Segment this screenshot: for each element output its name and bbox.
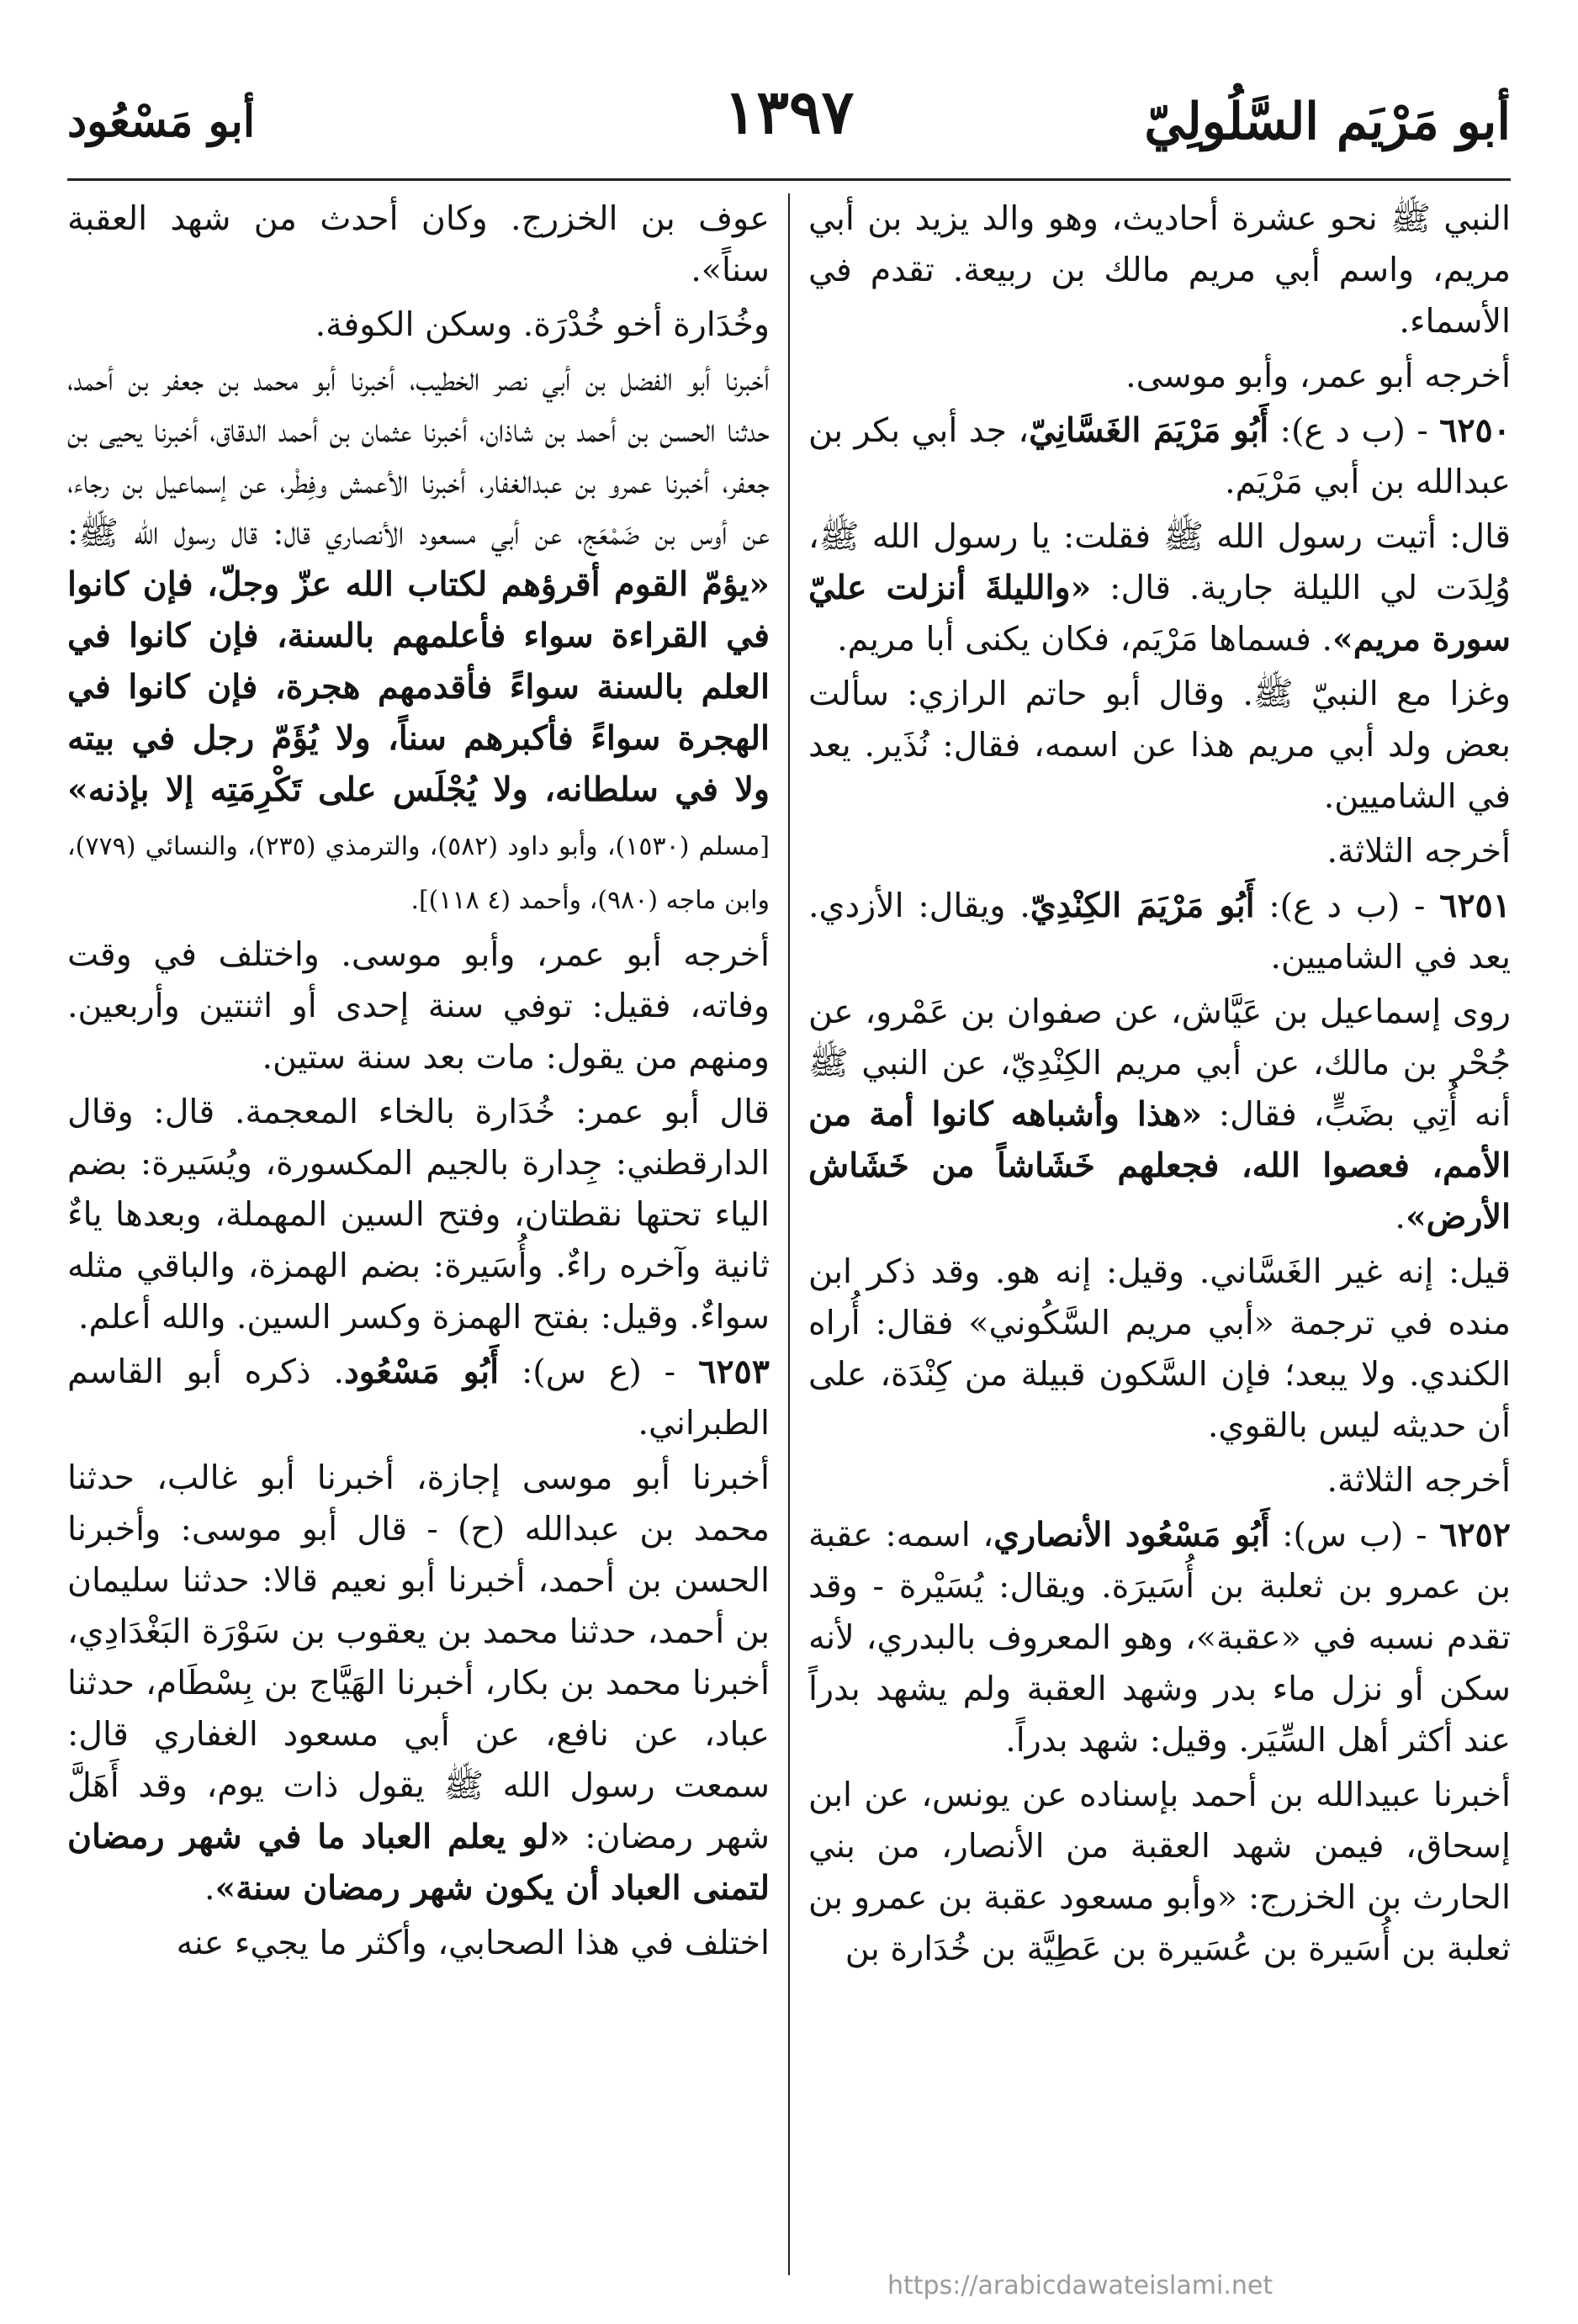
text: أخبرنا أبو موسى إجازة، أخبرنا أبو غالب، حدثنا محمد بن عبدالله (ح) - قال أبو موسى: وأخبرنا الحسن بن أحمد، أخبرنا أبو نعيم قالا: حدثنا سليمان بن أحمد، حدثنا محمد بن يعقوب بن سَوْرَة البَغْدَادِي، أخبرنا محمد بن بكار، أخبرنا الهَيَّاج بن بِسْطَام، حدثنا عباد، عن نافع، عن أبي مسعود الغفاري قال: سمعت رسول الله ﷺ يقول ذات يوم، وقد أَهَلَّ شهر رمضان: [67, 1458, 770, 1856]
text: . [1395, 1198, 1406, 1236]
hadith-text: «هذا وأشباهه كانوا أمة من الأمم، فعصوا الله، فجعلهم خَشَاشاً من خَشَاش الأرض» [808, 1095, 1511, 1236]
paragraph: أخرجه أبو عمر، وأبو موسى. [1125, 357, 1511, 395]
entry-number: ٦٢٥٠ [1439, 411, 1511, 450]
paragraph: قال أبو عمر: خُدَارة بالخاء المعجمة. قال: وقال الدارقطني: جِدارة بالجيم المكسورة، ويُسَيرة: بضم الياء تحتها نقطتان، وفتح السين المهملة، وبعدها ياءٌ ثانية وآخره راءٌ. وأُسَيرة: بضم الهمزة، والباقي مثله سواءٌ. وقيل: بفتح الهمزة وكسر السين. والله أعلم. [67, 1093, 770, 1337]
entry-number: ٦٢٥١ [1439, 887, 1511, 925]
entry-code: - (ب د ع): [1268, 411, 1440, 450]
entry-code: - (ع س): [499, 1353, 699, 1391]
entry-text: ، جد أبي بكر بن عبدالله بن أبي مَرْيَم. [808, 411, 1511, 501]
paragraph: أخرجه الثلاثة. [1326, 832, 1511, 871]
entry-name: أَبُو مَسْعُود الأنصاري [993, 1516, 1270, 1554]
entry-6250 [808, 405, 1511, 508]
page-number: ١٣٩٧ [723, 76, 855, 147]
paragraph: وغزا مع النبيّ ﷺ. وقال أبو حاتم الرازي: سألت بعض ولد أبي مريم هذا عن اسمه، فقال: نُذَير. يعد في الشاميين. [808, 675, 1511, 816]
left-column [67, 193, 770, 2271]
text: قال: أتيت رسول الله ﷺ فقلت: يا رسول الله ﷺ، وُلِدَت لي الليلة جارية. قال: [808, 517, 1511, 607]
paragraph [808, 511, 1511, 665]
right-column [808, 193, 1511, 2271]
paragraph: قيل: إنه غير الغَسَّاني. وقيل: إنه هو. وقد ذكر ابن منده في ترجمة «أبي مريم السَّكُوني» فقال: أُراه الكندي. ولا يبعد؛ فإن السَّكون قبيلة من كِنْدَة، على أن حديثه ليس بالقوي. [808, 1252, 1511, 1445]
entry-name: أَبُو مَرْيَمَ الغَسَّانِيّ [1029, 411, 1269, 450]
header-rule [67, 178, 1511, 181]
running-title-left: أبو مَسْعُود [67, 96, 256, 147]
page-header [67, 76, 1511, 168]
paragraph: اختلف في هذا الصحابي، وأكثر ما يجيء عنه [176, 1924, 770, 1962]
running-title-right: أبو مَرْيَم السَّلُولِيّ [1144, 93, 1511, 151]
text: أخبرنا أبو الفضل بن أبي نصر الخطيب، أخبرنا أبو محمد بن جعفر بن أحمد، حدثنا الحسن بن أحمد بن شاذان، أخبرنا عثمان بن أحمد الدقاق، أخبرنا يحيى بن جعفر، أخبرنا عمرو بن عبدالغفار، أخبرنا الأعمش وفِطْر، عن إسماعيل بن رجاء، عن أوس بن ضَمْعَج، عن أبي مسعود الأنصاري قال: قال رسول الله ﷺ: [67, 360, 770, 553]
paragraph: عوف بن الخزرج. وكان أحدث من شهد العقبة سناً». [67, 199, 770, 289]
paragraph [67, 1453, 770, 1914]
entry-number: ٦٢٥٣ [698, 1353, 770, 1391]
paragraph [808, 987, 1511, 1243]
hadith-text: «لو يعلم العباد ما في شهر رمضان لتمنى العباد أن يكون شهر رمضان سنة» [67, 1818, 770, 1908]
paragraph: أخرجه أبو عمر، وأبو موسى. واختلف في وقت وفاته، فقيل: توفي سنة إحدى أو اثنتين وأربعين. ومنهم من يقول: مات بعد سنة ستين. [67, 935, 770, 1077]
citation: [مسلم (١٥٣٠)، وأبو داود (٥٨٢)، والترمذي (٢٣٥)، والنسائي (٧٧٩)، وابن ماجه (٩٨٠)، وأحمد (٤ ١١٨)]. [67, 832, 770, 915]
entry-code: - (ب د ع): [1254, 887, 1440, 925]
entry-text: ، اسمه: عقبة بن عمرو بن ثعلبة بن أُسَيرَة. ويقال: يُسَيْرة - وقد تقدم نسبه في «عقبة»، وهو المعروف بالبدري، لأنه سكن أو نزل ماء بدر وشهد العقبة ولم يشهد بدراً عند أكثر أهل السِّيَر. وقيل: شهد بدراً. [808, 1516, 1511, 1760]
column-divider [788, 193, 790, 2275]
text: . فسماها مَرْيَم، فكان يكنى أبا مريم. [837, 620, 1333, 659]
entry-name: أَبُو مَرْيَمَ الكِنْدِيّ [1030, 887, 1255, 925]
paragraph [67, 354, 770, 926]
hadith-text: «والليلةَ أنزلت عليّ سورة مريم» [808, 569, 1511, 659]
paragraph: النبي ﷺ نحو عشرة أحاديث، وهو والد يزيد بن أبي مريم، واسم أبي مريم مالك بن ربيعة. تقدم في الأسماء. [808, 199, 1511, 341]
entry-name: أَبُو مَسْعُود [344, 1353, 500, 1391]
text: . [204, 1869, 215, 1908]
entry-code: - (ب س): [1269, 1516, 1440, 1554]
entry-text: . ويقال: الأزدي. يعد في الشاميين. [808, 887, 1511, 977]
entry-text: . ذكره أبو القاسم الطبراني. [67, 1353, 770, 1443]
hadith-text: «يؤمّ القوم أقرؤهم لكتاب الله عزّ وجلّ، فإن كانوا في القراءة سواء فأعلمهم بالسنة، فإن كانوا في العلم بالسنة سواءً فأقدمهم هجرة، فإن كانوا في الهجرة سواءً فأكبرهم سناً، ولا يُؤَمّ رجل في بيته ولا في سلطانه، ولا يُجْلَس على تَكْرِمَتِه إلا بإذنه» [67, 565, 770, 809]
watermark-url: https://arabicdawateislami.net [887, 2271, 1274, 2300]
paragraph: أخبرنا عبيدالله بن أحمد بإسناده عن يونس، عن ابن إسحاق، فيمن شهد العقبة من الأنصار، من بني الحارث بن الخزرج: «وأبو مسعود عقبة بن عمرو بن ثعلبة بن أُسَيرة بن عُسَيرة بن عَطِيَّة بن خُدَارة بن [808, 1776, 1511, 1968]
paragraph: وخُدَارة أخو خُدْرَة. وسكن الكوفة. [315, 305, 770, 344]
entry-6252 [808, 1510, 1511, 1766]
entry-6253 [67, 1347, 770, 1449]
entry-number: ٦٢٥٢ [1439, 1516, 1511, 1554]
text: روى إسماعيل بن عَيَّاش، عن صفوان بن عَمْرو، عن جُحْر بن مالك، عن أبي مريم الكِنْدِيّ، عن النبي ﷺ أنه أُتِي بضَبٍّ، فقال: [808, 993, 1511, 1134]
entry-6251 [808, 881, 1511, 983]
paragraph: أخرجه الثلاثة. [1326, 1461, 1511, 1500]
